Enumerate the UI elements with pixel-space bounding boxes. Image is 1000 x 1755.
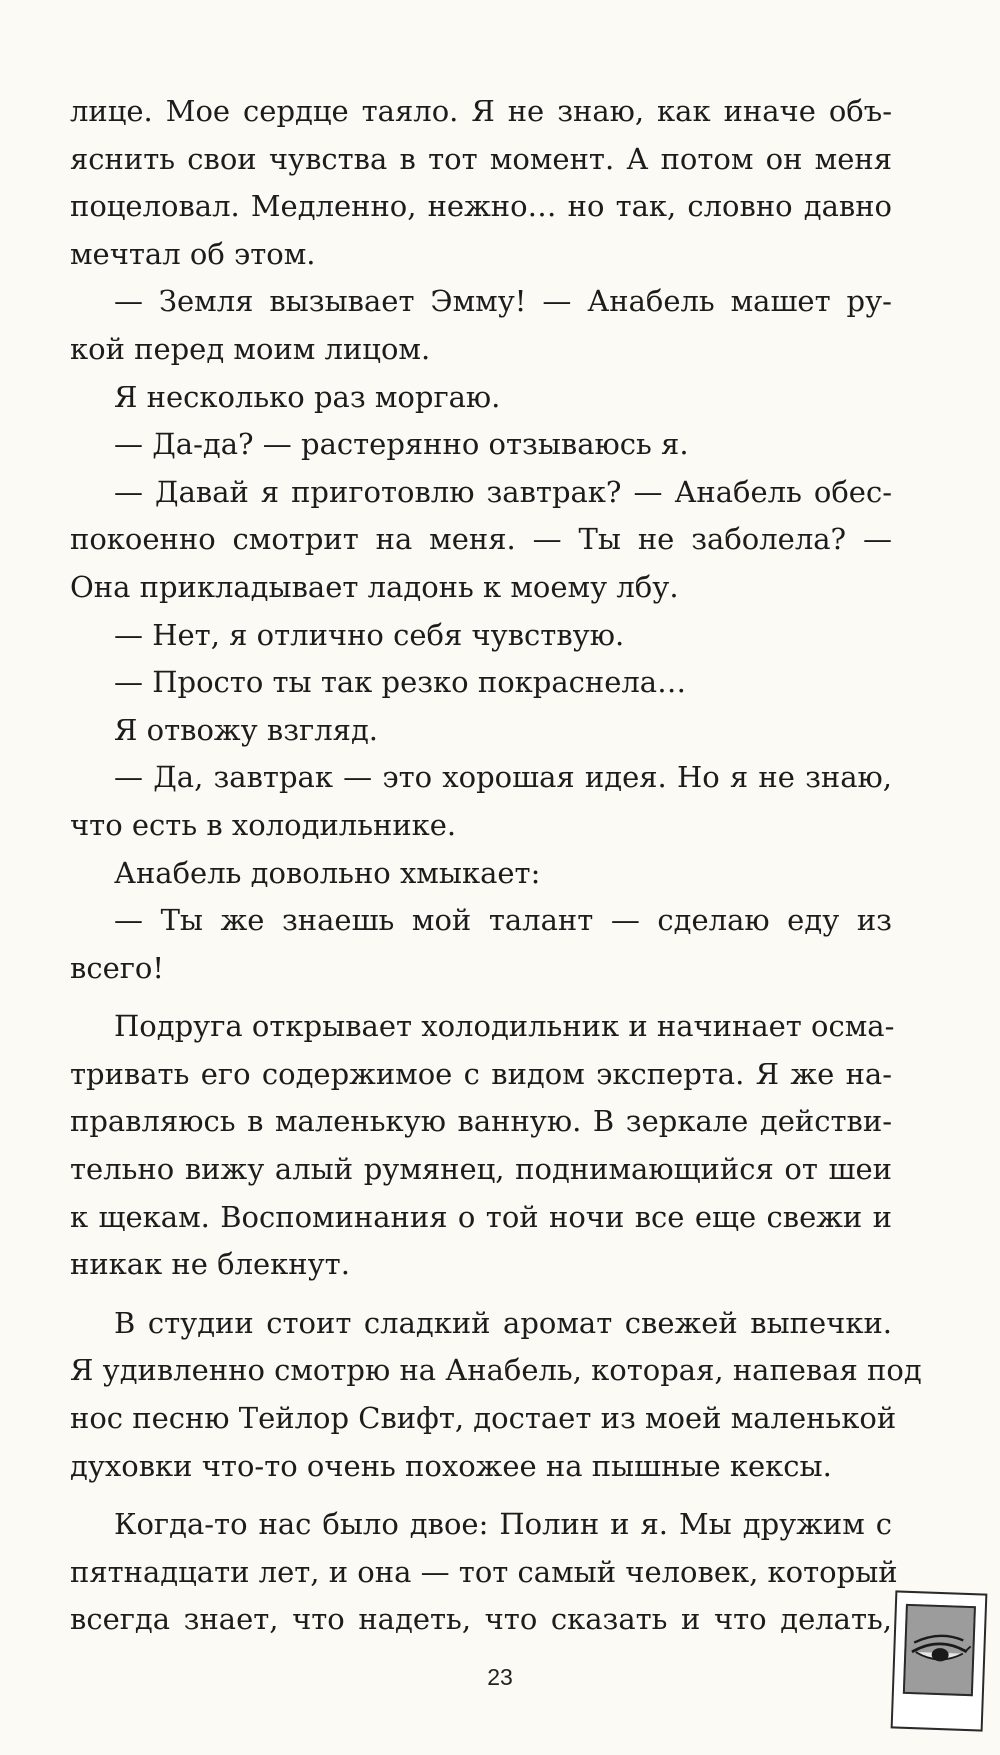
text-line: В студии стоит сладкий аромат свежей выпечки. [114,1305,892,1340]
text-line: что есть в холодильнике. [70,807,457,842]
text-line: правляюсь в маленькую ванную. В зеркале действи- [70,1104,892,1139]
text-line: Я удивленно смотрю на Анабель, которая, напевая под [70,1353,922,1388]
text-line: Когда-то нас было двое: Полин и я. Мы дружим с [114,1507,892,1542]
text-line: Подруга открывает холодильник и начинает осма- [114,1009,895,1044]
text-line: яснить свои чувства в тот момент. А потом он меня [70,141,892,176]
text-line: — Да, завтрак — это хорошая идея. Но я не знаю, [114,760,892,795]
polaroid-eye-icon [891,1590,988,1731]
text-line: покоенно смотрит на меня. — Ты не заболела? — [70,522,892,557]
text-line: — Нет, я отлично себя чувствую. [114,617,625,652]
text-line: — Ты же знаешь мой талант — сделаю еду из [114,903,892,938]
body-text [70,88,922,1644]
text-line: — Земля вызывает Эмму! — Анабель машет ру- [114,284,892,319]
page-number: 23 [487,1664,513,1690]
text-line: поцеловал. Медленно, нежно… но так, словно давно [70,189,892,224]
text-line: нос песню Тейлор Свифт, достает из моей маленькой [70,1401,897,1436]
polaroid-photo [903,1604,976,1696]
text-line: тельно вижу алый румянец, поднимающийся от шеи [70,1152,892,1187]
text-line: Я несколько раз моргаю. [114,379,501,414]
text-line: — Просто ты так резко покраснела… [114,665,687,700]
text-line: — Давай я приготовлю завтрак? — Анабель обес- [114,474,892,509]
text-line: — Да-да? — растерянно отзываюсь я. [114,427,689,462]
text-line: пятнадцати лет, и она — тот самый человек, который [70,1554,898,1589]
text-line: Анабель довольно хмыкает: [114,855,541,890]
text-line: лице. Мое сердце таяло. Я не знаю, как иначе объ- [70,94,892,128]
text-line: мечтал об этом. [70,236,316,271]
text-line: тривать его содержимое с видом эксперта. Я же на- [70,1056,892,1091]
text-line: никак не блекнут. [70,1247,350,1282]
text-line: Я отвожу взгляд. [114,712,379,747]
text-line: к щекам. Воспоминания о той ночи все еще свежи и [70,1199,892,1234]
eye-icon [905,1606,974,1694]
text-line: духовки что-то очень похожее на пышные кексы. [70,1448,832,1483]
text-line: всегда знает, что надеть, что сказать и что делать, [70,1602,892,1637]
text-line: всего! [70,950,165,985]
text-line: Она прикладывает ладонь к моему лбу. [70,569,679,604]
text-line: кой перед моим лицом. [70,331,431,366]
